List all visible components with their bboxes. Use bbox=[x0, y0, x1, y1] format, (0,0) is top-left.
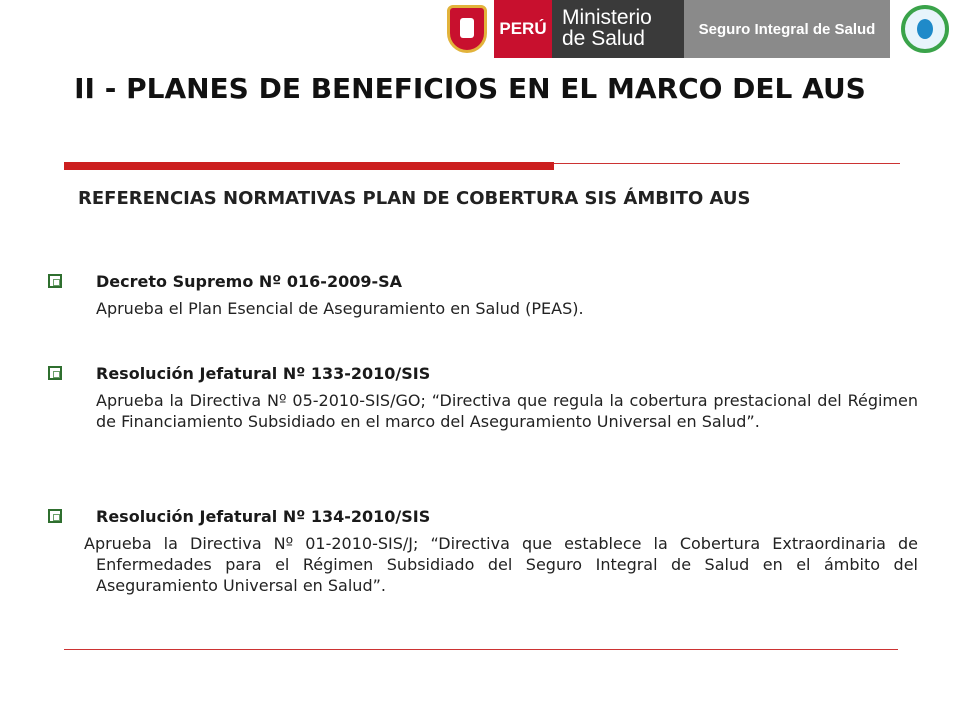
page-title: II - PLANES DE BENEFICIOS EN EL MARCO DEL AUS bbox=[74, 72, 866, 105]
coat-of-arms-logo bbox=[440, 0, 494, 58]
item-description: Aprueba la Directiva Nº 05-2010-SIS/GO; “Directiva que regula la cobertura prestacional del Régimen de Financiamiento Subsidiado en el marco del Aseguramiento Universal en Salud”. bbox=[96, 391, 918, 431]
checkbox-bullet-icon bbox=[48, 509, 62, 523]
item-description: Aprueba el Plan Esencial de Aseguramiento en Salud (PEAS). bbox=[96, 299, 584, 318]
aus-logo bbox=[890, 0, 960, 58]
list-item bbox=[48, 503, 918, 596]
item-description: Aprueba la Directiva Nº 01-2010-SIS/J; “Directiva que establece la Cobertura Extraordinaria de Enfermedades para el Régimen Subsidiado del Seguro Integral de Salud en el ámbito del Aseguramiento Universal en Salud”. bbox=[84, 534, 918, 595]
peru-label: PERÚ bbox=[494, 0, 552, 58]
header-banner bbox=[440, 0, 960, 58]
section-subtitle: REFERENCIAS NORMATIVAS PLAN DE COBERTURA SIS ÁMBITO AUS bbox=[78, 188, 751, 209]
title-divider-thin bbox=[554, 163, 900, 164]
bottom-divider bbox=[64, 649, 898, 650]
item-title: Resolución Jefatural Nº 134-2010/SIS bbox=[96, 506, 431, 526]
ministerio-line2: de Salud bbox=[562, 27, 645, 50]
list-item bbox=[48, 268, 918, 319]
item-title: Resolución Jefatural Nº 133-2010/SIS bbox=[96, 363, 431, 383]
title-divider-thick bbox=[64, 162, 554, 170]
ministerio-logo bbox=[552, 0, 684, 58]
list-item bbox=[48, 360, 918, 432]
checkbox-bullet-icon bbox=[48, 274, 62, 288]
item-title: Decreto Supremo Nº 016-2009-SA bbox=[96, 271, 403, 291]
checkbox-bullet-icon bbox=[48, 366, 62, 380]
sis-label: Seguro Integral de Salud bbox=[684, 0, 890, 58]
ministerio-line1: Ministerio bbox=[562, 6, 652, 29]
